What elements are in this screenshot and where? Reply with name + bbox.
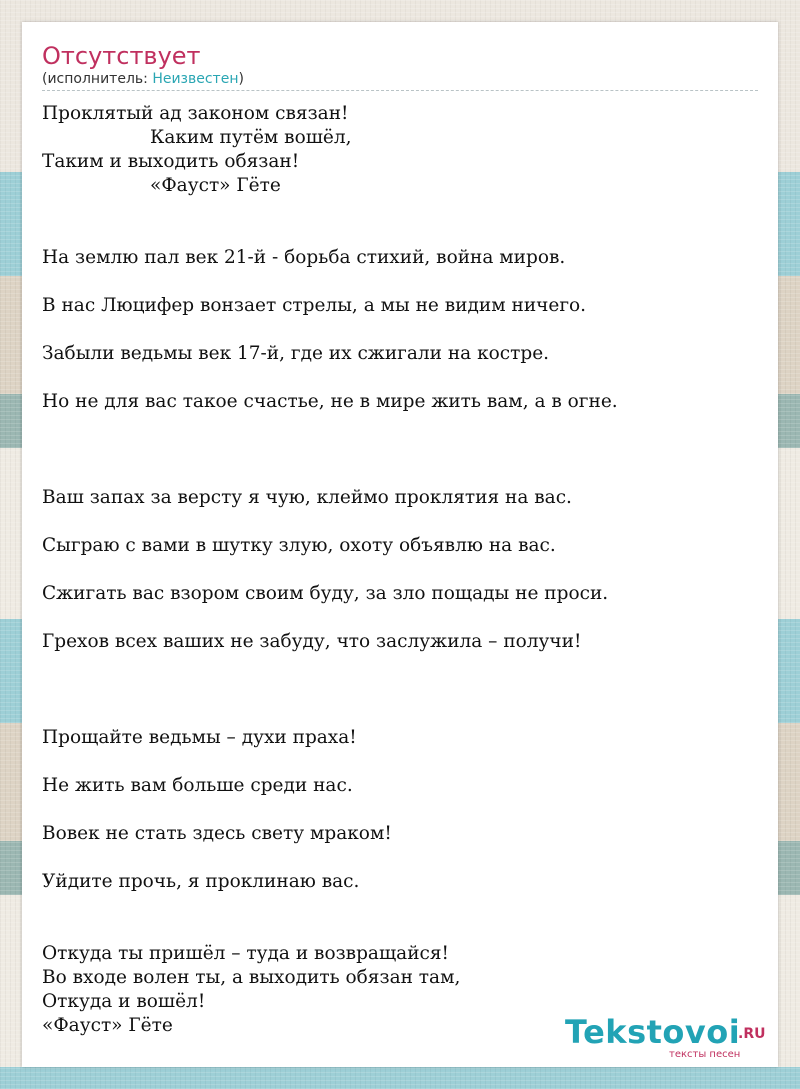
blank-line xyxy=(42,702,758,726)
blank-line xyxy=(42,510,758,534)
blank-line xyxy=(42,678,758,702)
lyric-line: Сжигать вас взором своим буду, за зло пощады не проси. xyxy=(42,583,609,604)
lyric-line: Но не для вас такое счастье, не в мире жить вам, а в огне. xyxy=(42,391,618,412)
lyric-line: Уйдите прочь, я проклинаю вас. xyxy=(42,871,360,892)
lyric-line: «Фауст» Гёте xyxy=(150,175,281,196)
lyric-line: На землю пал век 21-й - борьба стихий, война миров. xyxy=(42,247,566,268)
artist-link[interactable]: Неизвестен xyxy=(152,71,239,87)
lyric-line: Грехов всех ваших не забуду, что заслужила – получи! xyxy=(42,631,582,652)
lyric-line: Таким и выходить обязан! xyxy=(42,151,300,172)
blank-line xyxy=(42,558,758,582)
blank-line xyxy=(42,198,758,222)
song-header xyxy=(42,42,758,91)
blank-line xyxy=(42,414,758,438)
blank-line xyxy=(42,606,758,630)
lyric-line: Прощайте ведьмы – духи праха! xyxy=(42,727,357,748)
lyric-line: Сыграю с вами в шутку злую, охоту объявлю на вас. xyxy=(42,535,556,556)
lyrics-text xyxy=(42,102,758,1038)
lyrics-card xyxy=(22,22,778,1067)
lyric-line: Вовек не стать здесь свету мраком! xyxy=(42,823,392,844)
logo-wordmark: Tekstovoi xyxy=(565,1013,741,1051)
logo-tagline: тексты песен xyxy=(669,1049,741,1060)
logo-domain: .RU xyxy=(738,1026,766,1042)
site-logo[interactable] xyxy=(565,1013,770,1061)
artist-prefix: (исполнитель: xyxy=(42,71,153,87)
lyric-line: Откуда ты пришёл – туда и возвращайся! xyxy=(42,943,449,964)
blank-line xyxy=(42,318,758,342)
lyric-line: Проклятый ад законом связан! xyxy=(42,103,349,124)
lyric-line: Во входе волен ты, а выходить обязан там, xyxy=(42,967,461,988)
lyric-line: «Фауст» Гёте xyxy=(42,1015,173,1036)
blank-line xyxy=(42,798,758,822)
lyric-line: Не жить вам больше среди нас. xyxy=(42,775,353,796)
blank-line xyxy=(42,438,758,462)
blank-line xyxy=(42,462,758,486)
blank-line xyxy=(42,270,758,294)
lyric-line: В нас Люцифер вонзает стрелы, а мы не видим ничего. xyxy=(42,295,587,316)
blank-line xyxy=(42,846,758,870)
blank-line xyxy=(42,222,758,246)
artist-line xyxy=(42,71,244,87)
song-title: Отсутствует xyxy=(42,42,201,70)
artist-suffix: ) xyxy=(238,71,244,87)
lyric-line: Ваш запах за версту я чую, клеймо проклятия на вас. xyxy=(42,487,572,508)
background-stripe xyxy=(0,1067,800,1089)
blank-line xyxy=(42,654,758,678)
blank-line xyxy=(42,918,758,942)
lyric-line: Забыли ведьмы век 17-й, где их сжигали на костре. xyxy=(42,343,550,364)
blank-line xyxy=(42,894,758,918)
lyric-line: Откуда и вошёл! xyxy=(42,991,206,1012)
lyric-line: Каким путём вошёл, xyxy=(150,127,352,148)
blank-line xyxy=(42,750,758,774)
blank-line xyxy=(42,366,758,390)
